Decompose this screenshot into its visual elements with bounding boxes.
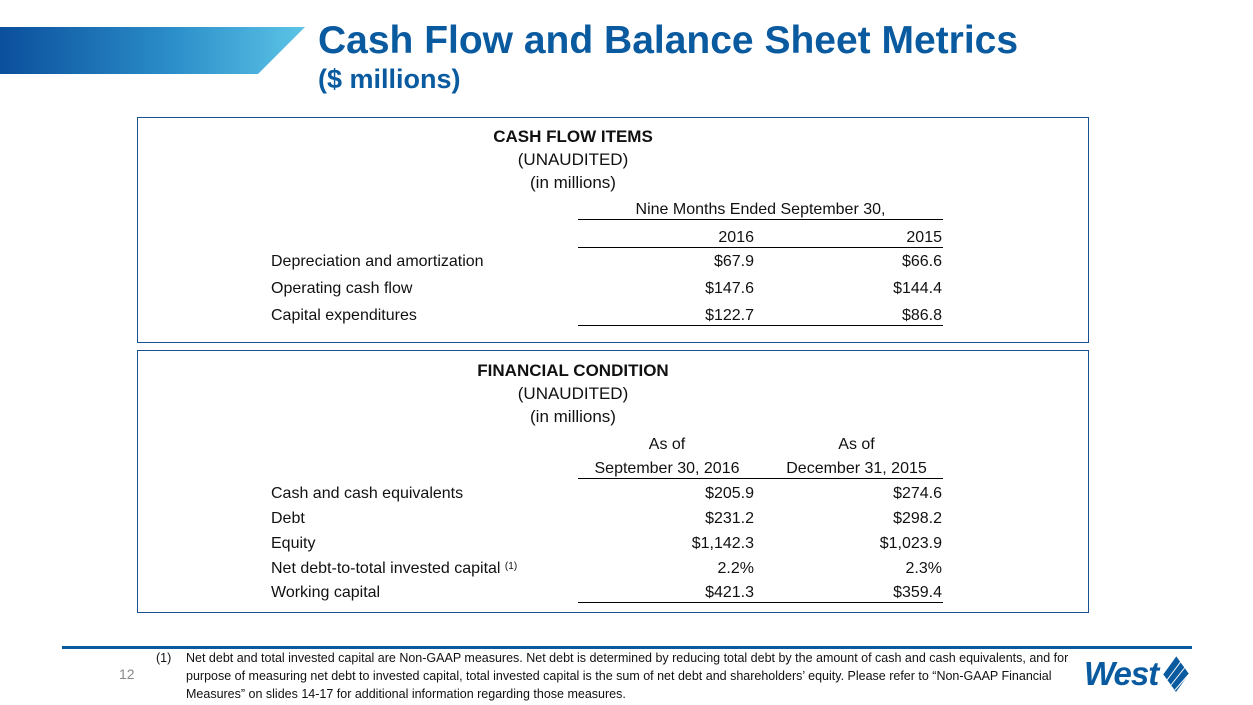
table-cell: $298.2 bbox=[893, 510, 942, 527]
table-row-label: Net debt-to-total invested capital $^{(1)}$ bbox=[271, 560, 518, 577]
cash-flow-units: (in millions) bbox=[530, 173, 616, 192]
west-logo bbox=[1084, 652, 1194, 696]
footnote-text: Net debt and total invested capital are Non-GAAP measures. Net debt is determined by reducing total debt by the amount of cash and cash equivalents, and for purpose of measuring net debt to invested capital, total invested capital is the sum of net debt and shareholders’ equity. Please refer to “Non-GAAP Financial Measures” on slides 14-17 for additional information regarding those measures. bbox=[186, 651, 1069, 701]
cash-flow-unaudited: (UNAUDITED) bbox=[517, 150, 629, 169]
table-cell: $122.7 bbox=[705, 307, 754, 324]
table-cell: $147.6 bbox=[705, 280, 754, 297]
table-row-label: Cash and cash equivalents bbox=[271, 485, 464, 502]
column-header-dec-2015-line2: December 31, 2015 bbox=[786, 460, 927, 477]
table-cell: $1,023.9 bbox=[879, 535, 942, 552]
west-logo-text: West bbox=[1084, 655, 1159, 692]
table-cell: $274.6 bbox=[893, 485, 942, 502]
footnote bbox=[156, 649, 1076, 703]
financial-condition-unaudited: (UNAUDITED) bbox=[517, 384, 629, 403]
table-cell: 2.3% bbox=[905, 560, 942, 577]
table-row-label: Operating cash flow bbox=[271, 280, 413, 297]
table-cell: 2.2% bbox=[717, 560, 754, 577]
column-header-sep-2016-line1: As of bbox=[648, 436, 686, 453]
financial-condition-heading: FINANCIAL CONDITION bbox=[477, 361, 669, 380]
page-title: Cash Flow and Balance Sheet Metrics bbox=[318, 19, 1019, 62]
table-bottom-rule bbox=[578, 602, 943, 603]
table-cell: $144.4 bbox=[893, 280, 942, 297]
financial-condition-panel bbox=[137, 350, 1089, 613]
column-header-rule bbox=[578, 478, 943, 479]
diamond-icon bbox=[1163, 656, 1189, 692]
table-cell: $359.4 bbox=[893, 584, 942, 601]
period-header: Nine Months Ended September 30, bbox=[635, 201, 886, 218]
table-row-label: Depreciation and amortization bbox=[271, 253, 484, 270]
table-cell: $421.3 bbox=[705, 584, 754, 601]
table-row-label: Capital expenditures bbox=[271, 307, 417, 324]
financial-condition-units: (in millions) bbox=[530, 407, 616, 426]
table-cell: $67.9 bbox=[713, 253, 754, 270]
period-header-rule bbox=[578, 219, 943, 220]
table-row-label: Working capital bbox=[271, 584, 381, 601]
column-header-dec-2015-line1: As of bbox=[838, 436, 875, 453]
column-header-2015: 2015 bbox=[906, 229, 942, 246]
table-cell: $66.6 bbox=[901, 253, 942, 270]
cash-flow-panel bbox=[137, 117, 1089, 343]
table-row-label: Debt bbox=[271, 510, 305, 527]
column-header-2016: 2016 bbox=[718, 229, 754, 246]
table-bottom-rule bbox=[578, 325, 943, 326]
header-accent-bar bbox=[0, 27, 305, 74]
table-cell: $205.9 bbox=[705, 485, 754, 502]
page-subtitle: ($ millions) bbox=[318, 64, 461, 94]
column-header-rule bbox=[578, 247, 943, 248]
table-cell: $86.8 bbox=[901, 307, 942, 324]
column-header-sep-2016-line2: September 30, 2016 bbox=[594, 460, 740, 477]
footnote-marker: (1) bbox=[156, 651, 172, 665]
table-cell: $1,142.3 bbox=[691, 535, 754, 552]
table-cell: $231.2 bbox=[705, 510, 754, 527]
footnote-reference: (1) bbox=[504, 561, 518, 572]
page-number: 12 bbox=[119, 666, 135, 682]
table-row-label: Equity bbox=[271, 535, 316, 552]
cash-flow-heading: CASH FLOW ITEMS bbox=[493, 127, 653, 146]
